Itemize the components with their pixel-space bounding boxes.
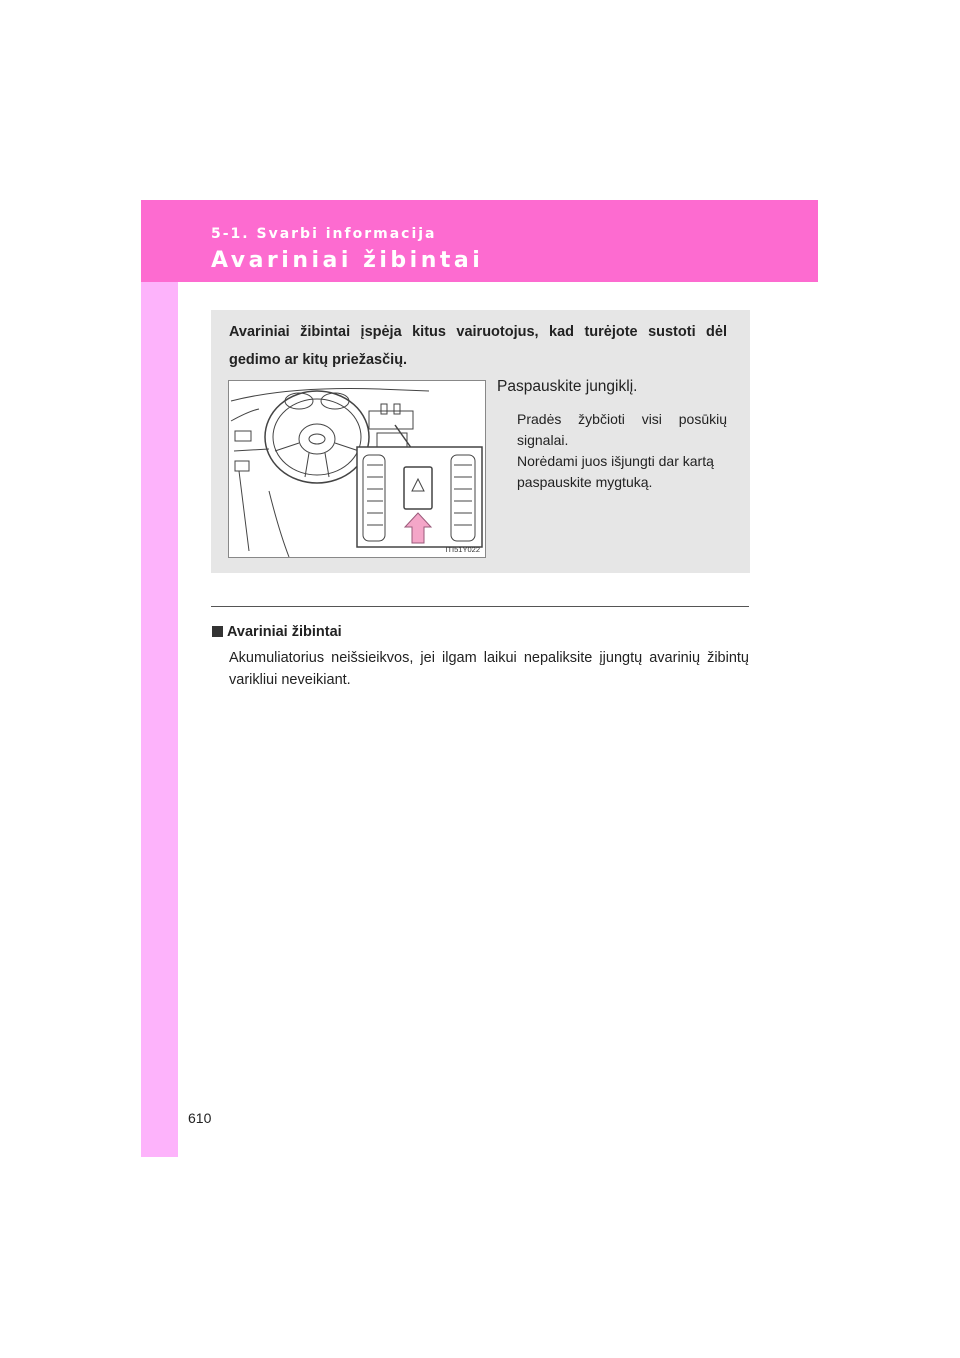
intro-text: Avariniai žibintai įspėja kitus vairuotojus, kad turėjote sustoti dėl gedimo ar kitų priežasčių. [229,324,727,368]
step-line: Pradės žybčioti visi posūkių signalai. [517,411,727,448]
side-strip [141,200,178,1157]
square-bullet-icon [212,626,223,637]
page-title: Avariniai žibintai [211,248,484,273]
note-heading-text: Avariniai žibintai [227,624,342,640]
section-divider [211,606,749,607]
step-heading: Paspauskite jungiklį. [497,378,638,395]
step-description [517,409,727,493]
note-heading [212,624,342,640]
illustration-code: ITI51Y022 [445,545,480,554]
hazard-switch-drawing [229,381,485,557]
section-label: 5-1. Svarbi informacija [211,226,437,242]
page-number: 610 [188,1110,212,1126]
dashboard-illustration [228,380,486,558]
step-line: Norėdami juos išjungti dar kartą paspauskite mygtuką. [517,453,714,490]
note-body: Akumuliatorius neišsieikvos, jei ilgam laikui nepaliksite įjungtų avarinių žibintų varikliui neveikiant. [229,650,749,688]
